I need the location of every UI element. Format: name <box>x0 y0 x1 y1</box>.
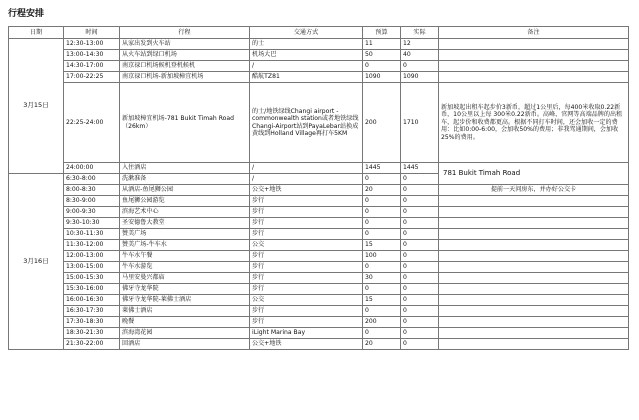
actual-cell[interactable]: 0 <box>401 207 439 218</box>
transport-cell[interactable]: 酷航TZ81 <box>250 72 363 83</box>
table-row <box>9 61 629 72</box>
item-cell[interactable]: 滨海艺术中心 <box>120 207 250 218</box>
table-row <box>9 317 629 328</box>
item-cell[interactable]: 鱼尾狮公园游览 <box>120 196 250 207</box>
header-note[interactable]: 备注 <box>439 27 629 39</box>
item-cell[interactable]: 佛牙寺龙华院-莱佛士酒店 <box>120 295 250 306</box>
table-row <box>9 273 629 284</box>
transport-cell[interactable]: / <box>250 163 363 174</box>
actual-cell[interactable]: 0 <box>401 229 439 240</box>
actual-cell[interactable]: 1090 <box>401 72 439 83</box>
budget-cell[interactable]: 1445 <box>363 163 401 174</box>
item-cell[interactable]: 南京禄口机场-新加坡樟宜机场 <box>120 72 250 83</box>
itinerary-table <box>8 26 629 350</box>
budget-cell[interactable]: 0 <box>363 174 401 185</box>
actual-cell[interactable]: 1445 <box>401 163 439 174</box>
budget-cell[interactable]: 50 <box>363 50 401 61</box>
budget-cell[interactable]: 11 <box>363 39 401 50</box>
header-row <box>9 27 629 39</box>
transport-cell[interactable]: 步行 <box>250 284 363 295</box>
header-budget[interactable]: 预算 <box>363 27 401 39</box>
time-cell[interactable]: 22:25-24:00 <box>64 83 120 163</box>
table-row <box>9 306 629 317</box>
item-cell[interactable]: 新加坡樟宜机场-781 Bukit Timah Road（26km） <box>120 83 250 163</box>
note-cell[interactable] <box>439 61 629 72</box>
time-cell[interactable]: 9:00-9:30 <box>64 207 120 218</box>
note-cell[interactable] <box>439 339 629 350</box>
budget-cell[interactable]: 0 <box>363 218 401 229</box>
time-cell[interactable]: 8:30-9:00 <box>64 196 120 207</box>
table-row <box>9 328 629 339</box>
time-cell[interactable]: 17:30-18:30 <box>64 317 120 328</box>
time-cell[interactable]: 16:00-16:30 <box>64 295 120 306</box>
transport-cell[interactable]: 步行 <box>250 207 363 218</box>
actual-cell[interactable]: 0 <box>401 328 439 339</box>
date-cell[interactable]: 3月16日 <box>9 174 64 350</box>
header-date[interactable]: 日期 <box>9 27 64 39</box>
budget-cell[interactable]: 100 <box>363 251 401 262</box>
note-cell[interactable] <box>439 306 629 317</box>
table-row <box>9 295 629 306</box>
table-row <box>9 207 629 218</box>
item-cell[interactable]: 入住酒店 <box>120 163 250 174</box>
actual-cell[interactable]: 0 <box>401 284 439 295</box>
note-cell[interactable] <box>439 328 629 339</box>
item-cell[interactable]: 莱佛士酒店 <box>120 306 250 317</box>
item-cell[interactable]: 马里安曼兴都庙 <box>120 273 250 284</box>
time-cell[interactable]: 13:00-14:30 <box>64 50 120 61</box>
item-cell[interactable]: 赞美广场-牛车水 <box>120 240 250 251</box>
note-cell[interactable] <box>439 196 629 207</box>
budget-cell[interactable]: 15 <box>363 295 401 306</box>
budget-cell[interactable]: 200 <box>363 317 401 328</box>
table-row <box>9 196 629 207</box>
time-cell[interactable]: 9:30-10:30 <box>64 218 120 229</box>
time-cell[interactable]: 15:30-16:00 <box>64 284 120 295</box>
item-cell[interactable]: 牛车水游览 <box>120 262 250 273</box>
budget-cell[interactable]: 0 <box>363 207 401 218</box>
transport-cell[interactable]: 步行 <box>250 317 363 328</box>
actual-cell[interactable]: 0 <box>401 306 439 317</box>
header-transport[interactable]: 交通方式 <box>250 27 363 39</box>
transport-cell[interactable]: 公交+地铁 <box>250 339 363 350</box>
note-cell[interactable]: 新加坡起出租车起步价3新币，超过1公里后，每400米收取0.22新币，10公里以上每 300米0.22新币。高峰、官网等高端品牌的出租车，起步价和收费都更高。根据不同打车时间，还会加收一定的费用：比如0:00-6:00，会加收50%的费用；非我驾通期间，会加收25%的费用。 <box>439 83 629 163</box>
time-cell[interactable]: 6:30-8:00 <box>64 174 120 185</box>
budget-cell[interactable]: 30 <box>363 273 401 284</box>
transport-cell[interactable]: 步行 <box>250 196 363 207</box>
transport-cell[interactable]: 公交+地铁 <box>250 185 363 196</box>
item-cell[interactable]: 从家出发到火车站 <box>120 39 250 50</box>
table-row <box>9 83 629 163</box>
time-cell[interactable]: 24:00:00 <box>64 163 120 174</box>
budget-cell[interactable]: 0 <box>363 328 401 339</box>
transport-cell[interactable]: 公交 <box>250 295 363 306</box>
item-cell[interactable]: 回酒店 <box>120 339 250 350</box>
table-row <box>9 50 629 61</box>
transport-cell[interactable]: 步行 <box>250 229 363 240</box>
table-row <box>9 240 629 251</box>
time-cell[interactable]: 17:00-22:25 <box>64 72 120 83</box>
date-cell[interactable]: 3月15日 <box>9 39 64 174</box>
note-cell[interactable] <box>439 229 629 240</box>
note-cell[interactable] <box>439 251 629 262</box>
note-cell[interactable] <box>439 295 629 306</box>
transport-cell[interactable]: 步行 <box>250 262 363 273</box>
actual-cell[interactable]: 12 <box>401 39 439 50</box>
time-cell[interactable]: 10:30-11:30 <box>64 229 120 240</box>
actual-cell[interactable]: 0 <box>401 339 439 350</box>
time-cell[interactable]: 15:00-15:30 <box>64 273 120 284</box>
note-cell[interactable] <box>439 262 629 273</box>
item-cell[interactable]: 滨海湾花园 <box>120 328 250 339</box>
item-cell[interactable]: 洗漱准备 <box>120 174 250 185</box>
actual-cell[interactable]: 0 <box>401 174 439 185</box>
budget-cell[interactable]: 20 <box>363 339 401 350</box>
item-cell[interactable]: 佛牙寺龙华院 <box>120 284 250 295</box>
time-cell[interactable]: 13:00-15:00 <box>64 262 120 273</box>
actual-cell[interactable]: 0 <box>401 273 439 284</box>
budget-cell[interactable]: 0 <box>363 262 401 273</box>
table-row <box>9 229 629 240</box>
item-cell[interactable]: 从酒店-鱼尾狮公园 <box>120 185 250 196</box>
table-row <box>9 185 629 196</box>
header-actual[interactable]: 实际 <box>401 27 439 39</box>
actual-cell[interactable]: 0 <box>401 317 439 328</box>
actual-cell[interactable]: 0 <box>401 262 439 273</box>
transport-cell[interactable]: 步行 <box>250 306 363 317</box>
item-cell[interactable]: 牛车水午餐 <box>120 251 250 262</box>
budget-cell[interactable]: 200 <box>363 83 401 163</box>
time-cell[interactable]: 14:30-17:00 <box>64 61 120 72</box>
item-cell[interactable]: 南京禄口机场候机登机候机 <box>120 61 250 72</box>
note-cell[interactable]: 781 Bukit Timah Road <box>439 163 629 185</box>
note-cell[interactable] <box>439 218 629 229</box>
budget-cell[interactable]: 15 <box>363 240 401 251</box>
header-item[interactable]: 行程 <box>120 27 250 39</box>
actual-cell[interactable]: 1710 <box>401 83 439 163</box>
table-row <box>9 72 629 83</box>
note-cell[interactable] <box>439 284 629 295</box>
note-cell[interactable] <box>439 273 629 284</box>
time-cell[interactable]: 16:30-17:30 <box>64 306 120 317</box>
transport-cell[interactable]: 步行 <box>250 251 363 262</box>
transport-cell[interactable]: / <box>250 174 363 185</box>
note-cell[interactable] <box>439 39 629 50</box>
note-cell[interactable] <box>439 240 629 251</box>
budget-cell[interactable]: 0 <box>363 284 401 295</box>
time-cell[interactable]: 18:30-21:30 <box>64 328 120 339</box>
header-time[interactable]: 时间 <box>64 27 120 39</box>
budget-cell[interactable]: 1090 <box>363 72 401 83</box>
time-cell[interactable]: 12:00-13:00 <box>64 251 120 262</box>
table-row <box>9 262 629 273</box>
note-cell[interactable]: 提前一天问房东，并办好公交卡 <box>439 185 629 196</box>
item-cell[interactable]: 从火车站到绿口机场 <box>120 50 250 61</box>
budget-cell[interactable]: 0 <box>363 229 401 240</box>
item-cell[interactable]: 圣安德鲁大教堂 <box>120 218 250 229</box>
item-cell[interactable]: 晚餐 <box>120 317 250 328</box>
actual-cell[interactable]: 0 <box>401 61 439 72</box>
note-cell[interactable] <box>439 207 629 218</box>
transport-cell[interactable]: 步行 <box>250 273 363 284</box>
actual-cell[interactable]: 0 <box>401 185 439 196</box>
budget-cell[interactable]: 0 <box>363 196 401 207</box>
table-row <box>9 251 629 262</box>
transport-cell[interactable]: iLight Marina Bay <box>250 328 363 339</box>
note-cell[interactable] <box>439 317 629 328</box>
item-cell[interactable]: 赞美广场 <box>120 229 250 240</box>
transport-cell[interactable]: 步行 <box>250 218 363 229</box>
transport-cell[interactable]: 的士/地铁绿线Changi airport - commonwealth station或者地铁绿线Changi-Airport站到PayaLebar站换成黄线到Holland Village再打车5KM <box>250 83 363 163</box>
table-row <box>9 218 629 229</box>
transport-cell[interactable]: 机场大巴 <box>250 50 363 61</box>
sheet-title: 行程安排 <box>8 9 45 19</box>
actual-cell[interactable]: 40 <box>401 50 439 61</box>
transport-cell[interactable]: 公交 <box>250 240 363 251</box>
transport-cell[interactable]: 的士 <box>250 39 363 50</box>
time-cell[interactable]: 11:30-12:00 <box>64 240 120 251</box>
budget-cell[interactable]: 20 <box>363 185 401 196</box>
budget-cell[interactable]: 0 <box>363 306 401 317</box>
actual-cell[interactable]: 0 <box>401 240 439 251</box>
actual-cell[interactable]: 0 <box>401 251 439 262</box>
time-cell[interactable]: 21:30-22:00 <box>64 339 120 350</box>
transport-cell[interactable]: / <box>250 61 363 72</box>
note-cell[interactable] <box>439 50 629 61</box>
time-cell[interactable]: 8:00-8:30 <box>64 185 120 196</box>
budget-cell[interactable]: 0 <box>363 61 401 72</box>
time-cell[interactable]: 12:30-13:00 <box>64 39 120 50</box>
table-row <box>9 284 629 295</box>
table-row <box>9 163 629 174</box>
note-cell[interactable] <box>439 72 629 83</box>
table-row <box>9 339 629 350</box>
actual-cell[interactable]: 0 <box>401 218 439 229</box>
actual-cell[interactable]: 0 <box>401 295 439 306</box>
table-row <box>9 39 629 50</box>
actual-cell[interactable]: 0 <box>401 196 439 207</box>
